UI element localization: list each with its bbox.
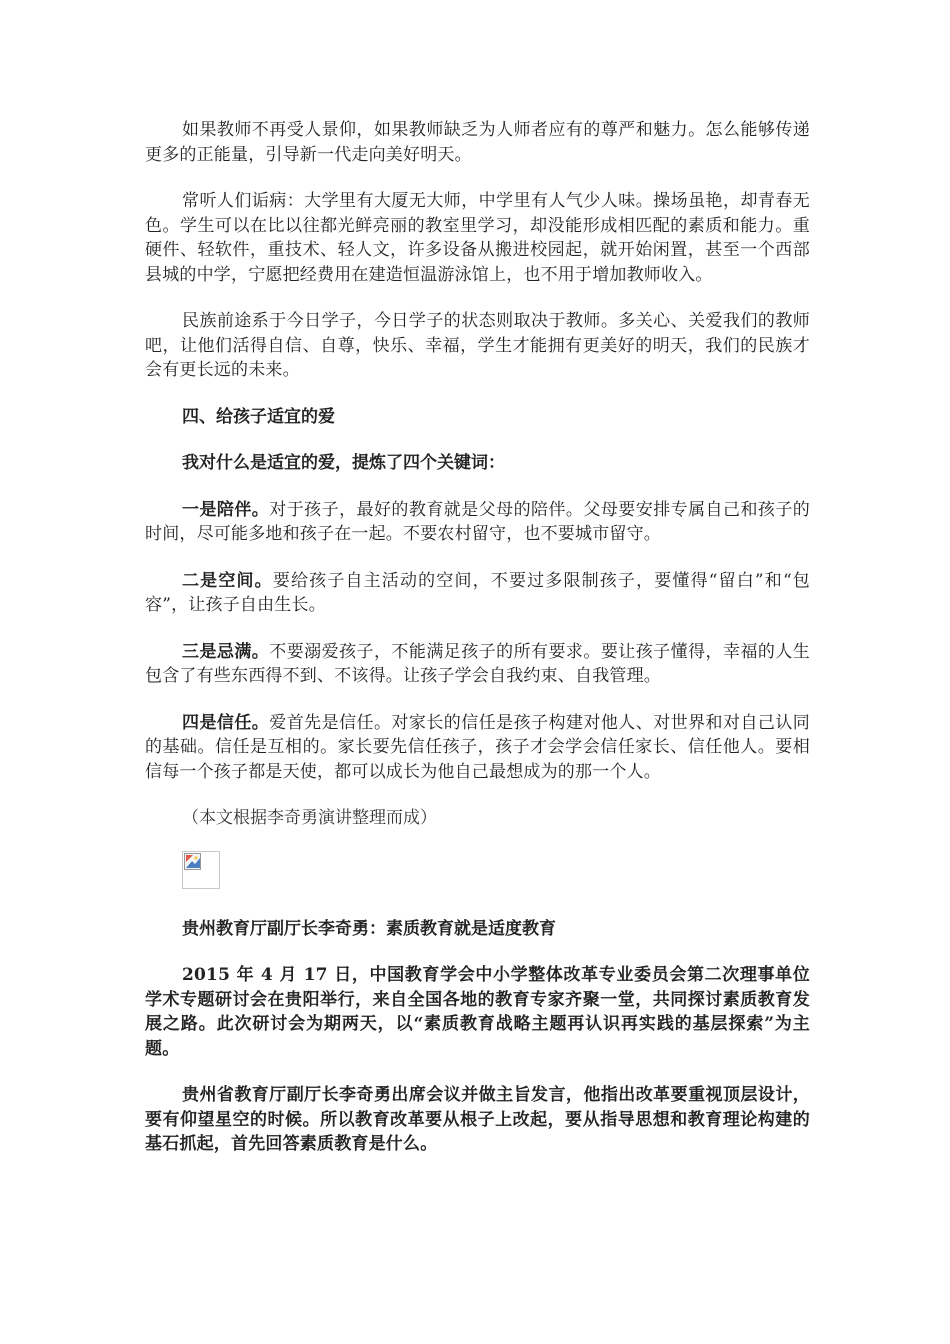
keyword-text: 对于孩子，最好的教育就是父母的陪伴。父母要安排专属自己和孩子的时间，尽可能多地和孩子在一起。不要农村留守，也不要城市留守。 <box>145 499 811 544</box>
keywords-intro: 我对什么是适宜的爱，提炼了四个关键词： <box>182 453 505 473</box>
article-paragraph-conference: 2015 年 4 月 17 日，中国教育学会中小学整体改革专业委员会第二次理事单位学术专题研讨会在贵阳举行，来自全国各地的教育专家齐聚一堂，共同探讨素质教育发展之路。此次研讨会为期两天，以“素质教育战略主题再认识再实践的基层探索”为主题。 <box>145 965 810 1059</box>
paragraph-school-criticism: 常听人们诟病：大学里有大厦无大师，中学里有人气少人味。操场虽艳，却青春无色。学生可以在比以往都光鲜亮丽的教室里学习，却没能形成相匹配的素质和能力。重硬件、轻软件，重技术、轻人文，许多设备从搬进校园起，就开始闲置，甚至一个西部县城的中学，宁愿把经费用在建造恒温游泳馆上，也不用于增加教师收入。 <box>145 191 810 285</box>
section-heading-appropriate-love: 四、给孩子适宜的爱 <box>182 406 335 427</box>
keyword-companionship <box>145 498 810 547</box>
keyword-text: 不要溺爱孩子，不能满足孩子的所有要求。要让孩子懂得，幸福的人生包含了有些东西得不到、不该得。让孩子学会自我约束、自我管理。 <box>145 641 811 686</box>
source-note: （本文根据李奇勇演讲整理而成） <box>182 808 437 828</box>
document-page <box>145 118 810 1179</box>
keyword-lead: 二是空间。 <box>182 570 273 591</box>
paragraph-nation-future: 民族前途系于今日学子，今日学子的状态则取决于教师。多关心、关爱我们的教师吧，让他们活得自信、自尊，快乐、幸福，学生才能拥有更美好的明天，我们的民族才会有更长远的未来。 <box>145 311 810 380</box>
article-title: 贵州教育厅副厅长李奇勇：素质教育就是适度教育 <box>182 918 556 939</box>
keyword-avoid-excess <box>145 640 810 689</box>
keyword-text: 要给孩子自主活动的空间，不要过多限制孩子，要懂得“留白”和“包容”，让孩子自由生长。 <box>145 570 811 615</box>
paragraph-teacher-dignity: 如果教师不再受人景仰，如果教师缺乏为人师者应有的尊严和魅力。怎么能够传递更多的正能量，引导新一代走向美好明天。 <box>145 120 810 165</box>
keyword-lead: 四是信任。 <box>182 712 270 733</box>
keyword-space <box>145 569 810 618</box>
image-placeholder[interactable] <box>182 851 220 889</box>
broken-image-icon <box>184 853 202 871</box>
keyword-lead: 三是忌满。 <box>182 641 270 662</box>
keyword-text: 爱首先是信任。对家长的信任是孩子构建对他人、对世界和对自己认同的基础。信任是互相的。家长要先信任孩子，孩子才会学会信任家长、信任他人。要相信每一个孩子都是天使，都可以成长为他自己最想成为的那一个人。 <box>145 712 811 782</box>
keyword-trust <box>145 711 810 785</box>
article-paragraph-speech: 贵州省教育厅副厅长李奇勇出席会议并做主旨发言，他指出改革要重视顶层设计，要有仰望星空的时候。所以教育改革要从根子上改起，要从指导思想和教育理论构建的基石抓起，首先回答素质教育是什么。 <box>145 1085 810 1154</box>
keyword-lead: 一是陪伴。 <box>182 499 270 520</box>
